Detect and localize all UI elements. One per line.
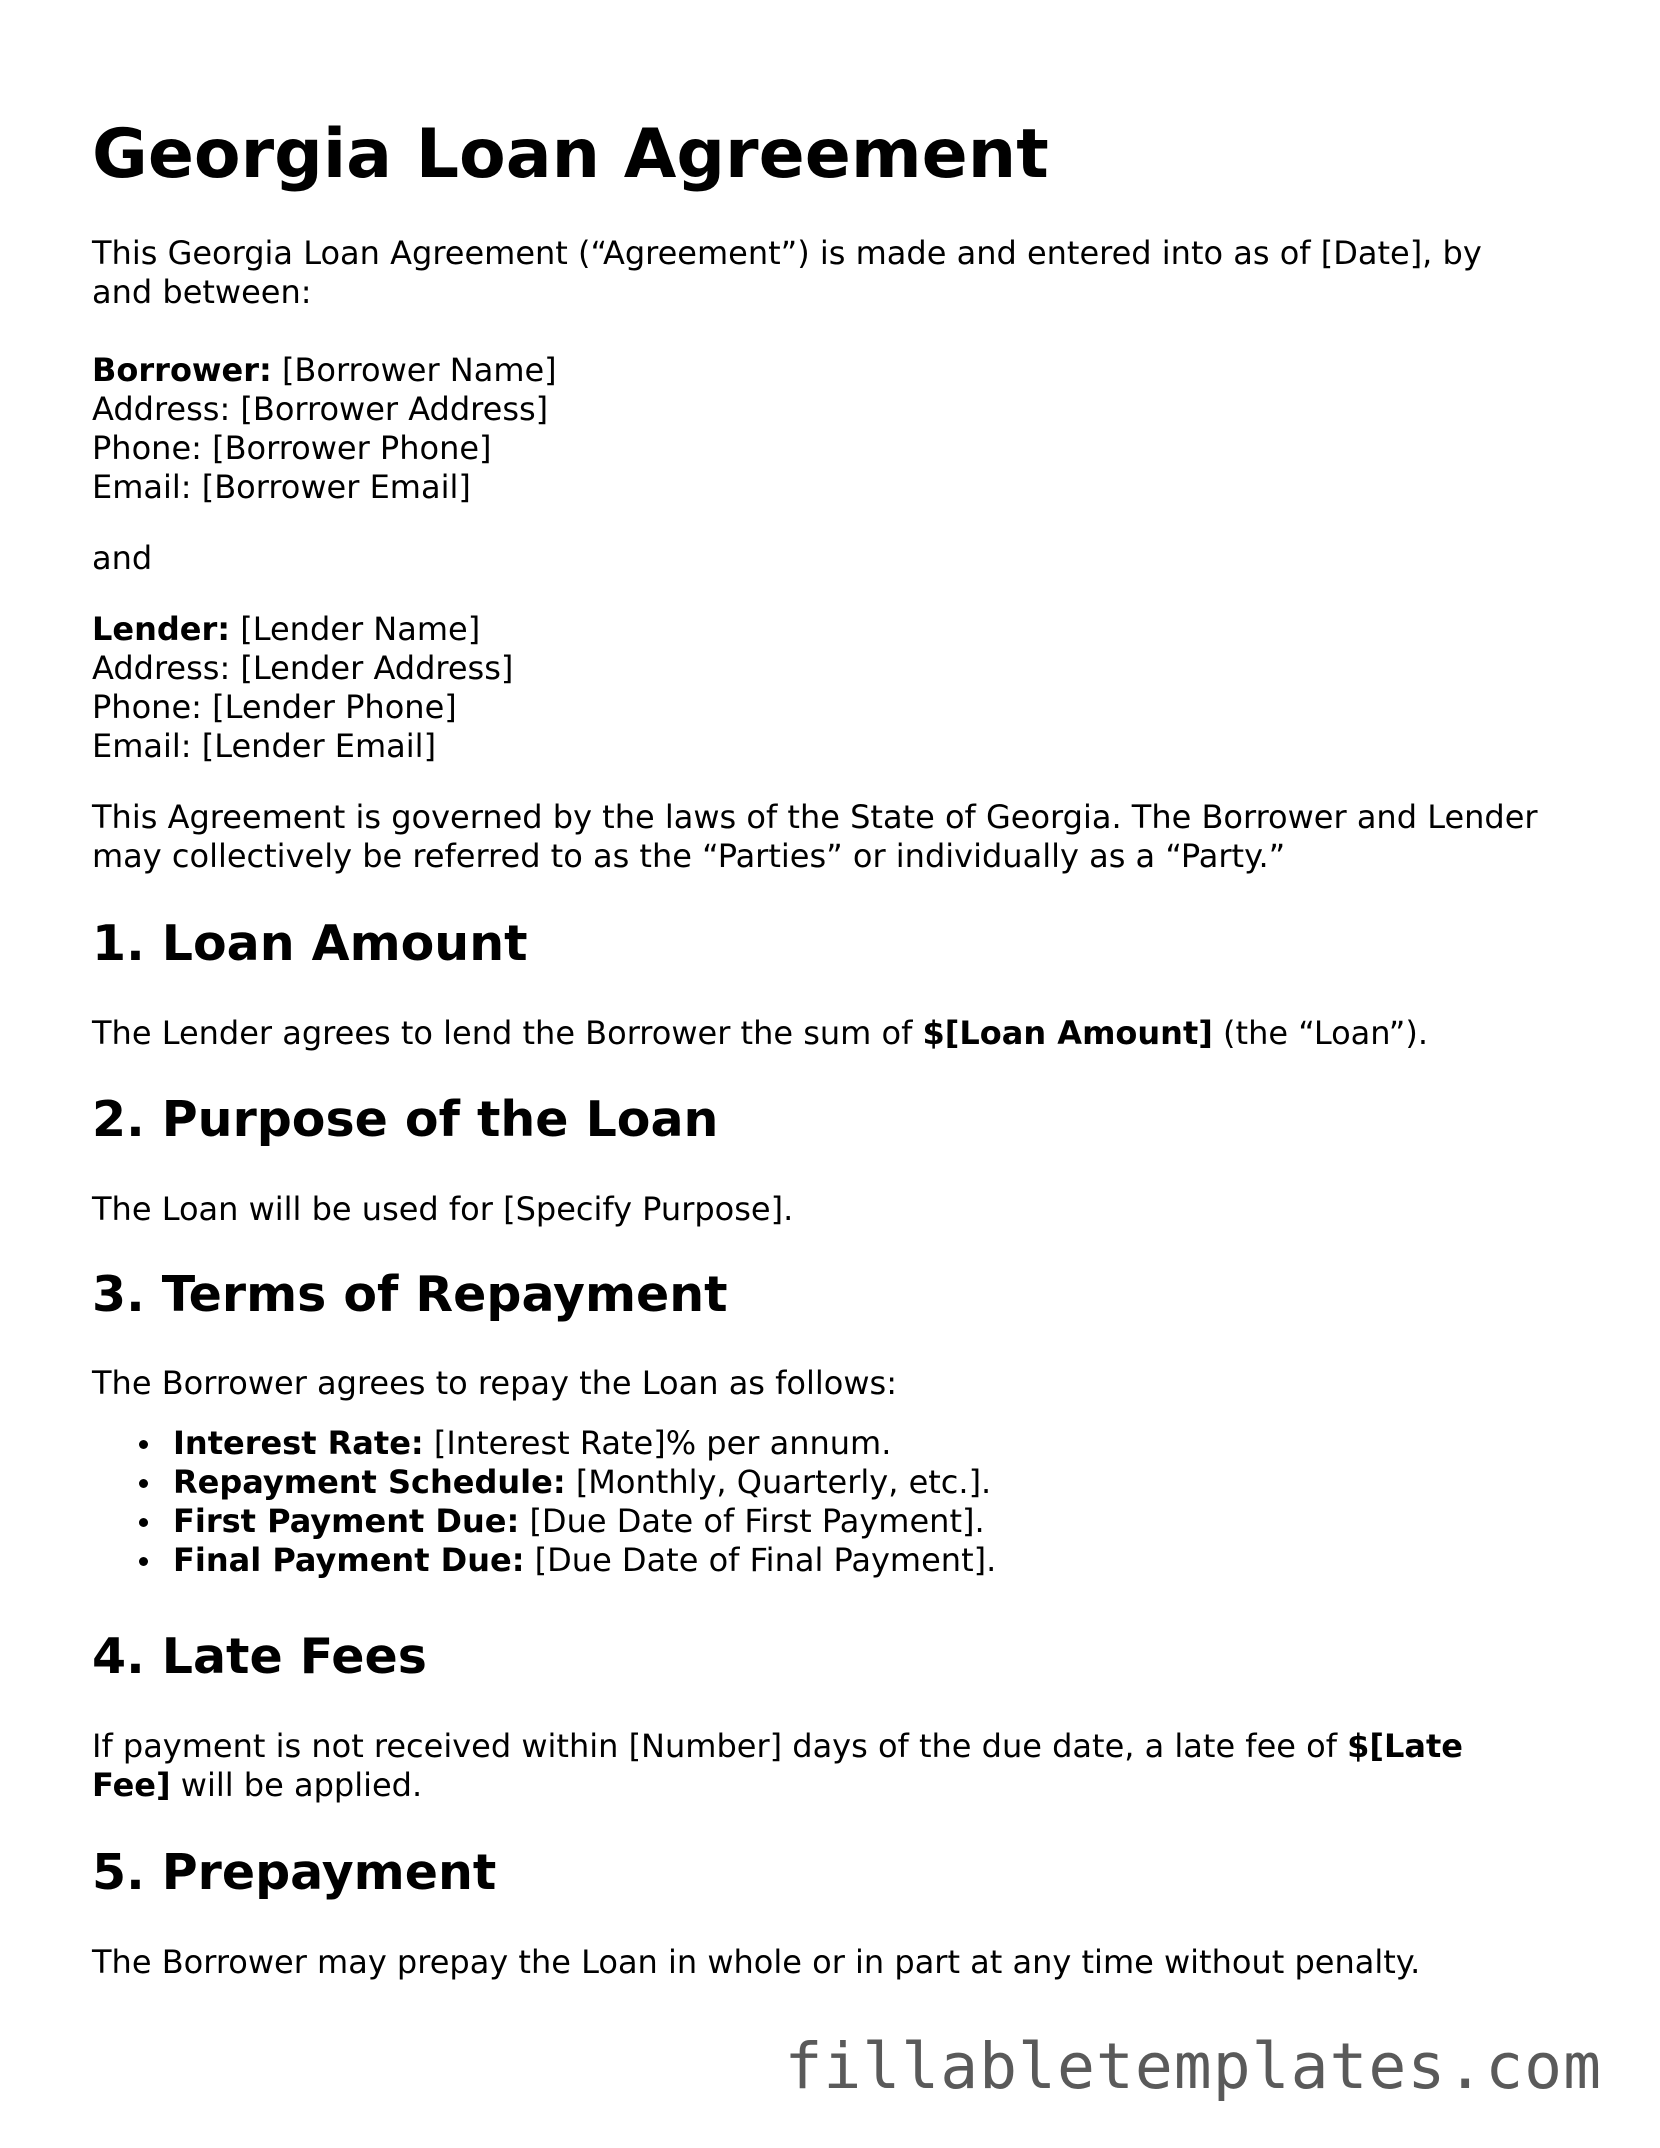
watermark-text: fillabletemplates.com: [784, 2030, 1602, 2103]
governing-law-paragraph: [92, 798, 1572, 876]
late-fees-paragraph: [92, 1727, 1572, 1805]
lender-label: Lender:: [92, 610, 231, 648]
section-heading-purpose: 2. Purpose of the Loan: [92, 1091, 719, 1148]
term-label: Repayment Schedule:: [173, 1463, 566, 1501]
governing-line-1: This Agreement is governed by the laws of the State of Georgia. The Borrower and Lender: [92, 798, 1538, 836]
loan-amount-paragraph: [92, 1014, 1572, 1053]
section-heading-prepayment: 5. Prepayment: [92, 1844, 497, 1901]
term-value: [Due Date of Final Payment].: [524, 1541, 997, 1579]
late-fee-value-part2: Fee]: [92, 1766, 171, 1804]
lender-address: Address: [Lender Address]: [92, 649, 514, 687]
section-heading-repayment: 3. Terms of Repayment: [92, 1266, 728, 1323]
borrower-address: Address: [Borrower Address]: [92, 390, 549, 428]
late-fees-line-2: [92, 1766, 1572, 1805]
lender-phone: Phone: [Lender Phone]: [92, 688, 457, 726]
late-fees-line-1: [92, 1727, 1572, 1766]
intro-line-1: This Georgia Loan Agreement (“Agreement”) is made and entered into as of [Date], by: [92, 234, 1482, 272]
term-label: Final Payment Due:: [173, 1541, 525, 1579]
list-item: [92, 1502, 996, 1541]
lender-block: [92, 610, 1572, 766]
late-fees-text-after: will be applied.: [170, 1766, 423, 1804]
borrower-name: [Borrower Name]: [271, 351, 557, 389]
borrower-label: Borrower:: [92, 351, 272, 389]
bullet-icon: [139, 1557, 148, 1566]
list-item: [92, 1424, 996, 1463]
term-value: [Interest Rate]% per annum.: [423, 1424, 892, 1462]
borrower-block: [92, 351, 1572, 507]
governing-line-2: may collectively be referred to as the “Parties” or individually as a “Party.”: [92, 837, 1286, 875]
term-label: Interest Rate:: [173, 1424, 424, 1462]
intro-line-2: and between:: [92, 273, 312, 311]
bullet-icon: [139, 1440, 148, 1449]
and-text: and: [92, 539, 153, 577]
late-fees-text-before: If payment is not received within [Number] days of the due date, a late fee of: [92, 1727, 1348, 1765]
section-heading-late-fees: 4. Late Fees: [92, 1628, 427, 1685]
lender-email: Email: [Lender Email]: [92, 727, 437, 765]
borrower-email: Email: [Borrower Email]: [92, 468, 471, 506]
loan-amount-line: [92, 1014, 1572, 1053]
loan-amount-text-before: The Lender agrees to lend the Borrower the sum of: [92, 1014, 923, 1052]
repayment-intro: The Borrower agrees to repay the Loan as follows:: [92, 1364, 897, 1402]
term-value: [Monthly, Quarterly, etc.].: [565, 1463, 992, 1501]
purpose-paragraph: The Loan will be used for [Specify Purpose].: [92, 1190, 794, 1228]
loan-amount-text-after: (the “Loan”).: [1212, 1014, 1429, 1052]
term-value: [Due Date of First Payment].: [519, 1502, 985, 1540]
document-title: Georgia Loan Agreement: [92, 115, 1049, 194]
bullet-icon: [139, 1518, 148, 1527]
term-label: First Payment Due:: [173, 1502, 520, 1540]
bullet-icon: [139, 1479, 148, 1488]
intro-paragraph: [92, 234, 1572, 312]
list-item: [92, 1541, 996, 1580]
borrower-phone: Phone: [Borrower Phone]: [92, 429, 492, 467]
list-item: [92, 1463, 996, 1502]
repayment-terms-list: [92, 1424, 996, 1580]
borrower-name-line: [92, 351, 1572, 390]
lender-name: [Lender Name]: [230, 610, 481, 648]
late-fee-value-part1: $[Late: [1347, 1727, 1463, 1765]
lender-name-line: [92, 610, 1572, 649]
loan-amount-value: $[Loan Amount]: [922, 1014, 1213, 1052]
prepayment-paragraph: The Borrower may prepay the Loan in whole or in part at any time without penalty.: [92, 1943, 1421, 1981]
section-heading-loan-amount: 1. Loan Amount: [92, 915, 528, 972]
